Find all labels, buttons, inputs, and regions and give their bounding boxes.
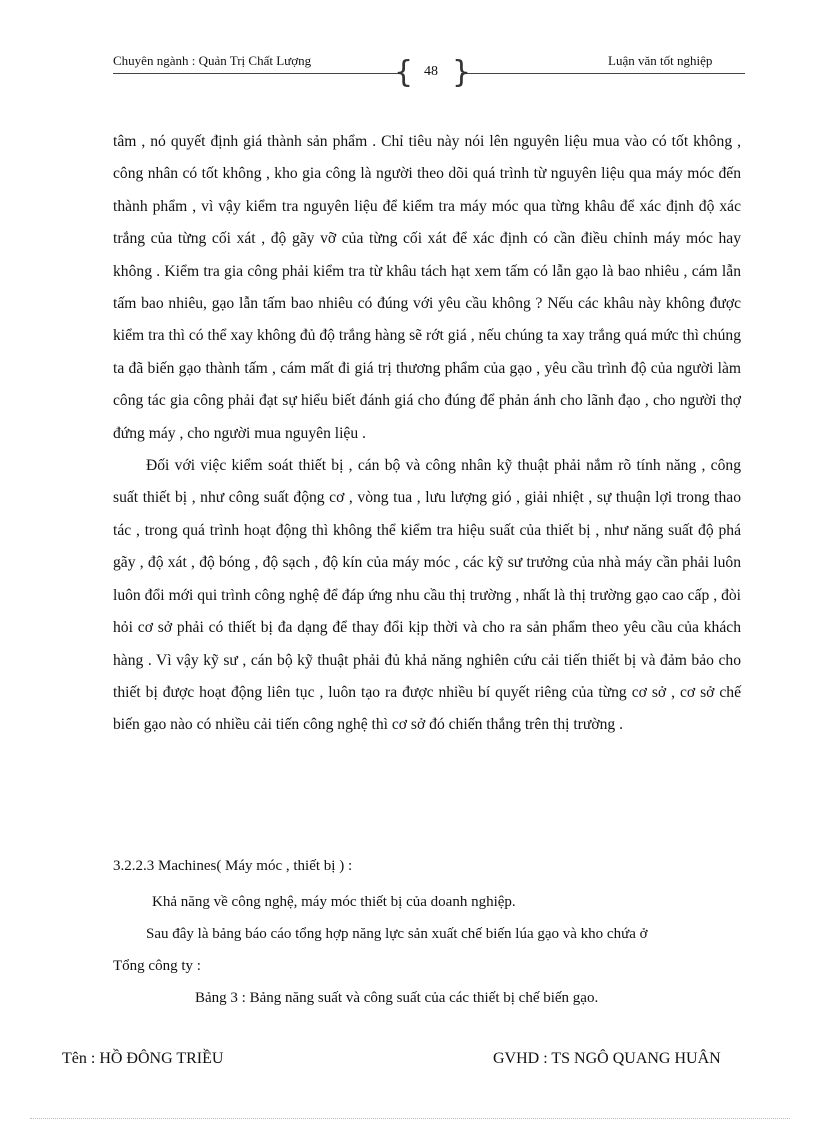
header-right: Luận văn tốt nghiệp (608, 53, 713, 68)
header-left: Chuyên ngành : Quản Trị Chất Lượng (113, 53, 312, 68)
body-text (113, 126, 741, 742)
section-line-1: Khả năng về công nghệ, máy móc thiết bị của doanh nghiệp. (152, 894, 516, 910)
section-line-2b: Tổng công ty : (113, 958, 201, 974)
table-caption: Bảng 3 : Bảng năng suất và công suất của các thiết bị chế biến gạo. (195, 990, 599, 1006)
section-line-2a: Sau đây là bảng báo cáo tổng hợp năng lực sản xuất chế biến lúa gạo và kho chứa ở (146, 926, 648, 942)
paragraph-2: Đối với việc kiểm soát thiết bị , cán bộ và công nhân kỹ thuật phải nắm rõ tính năng , công suất thiết bị , như công suất động cơ , vòng tua , lưu lượng gió , giải nhiệt , sự thuận lợi trong thao tác , trong quá trình hoạt động thì không thể kiểm tra hiệu suất của thiết bị , như năng suất độ phá gãy , độ xát , độ bóng , độ sạch , độ kín của máy móc , các kỹ sư trưởng của nhà máy cần phải luôn luôn đổi mới qui trình công nghệ để đáp ứng nhu cầu thị trường , nhất là thị trường gạo cao cấp , đòi hỏi cơ sở phải có thiết bị đa dạng để thay đổi kịp thời và cho ra sản phẩm theo yêu cầu của khách hàng . Vì vậy kỹ sư , cán bộ kỹ thuật phải đủ khả năng nghiên cứu cải tiến thiết bị và đảm bảo cho thiết bị được hoạt động liên tục , luôn tạo ra được nhiều bí quyết riêng của từng cơ sở , cơ sở chế biến gạo nào có nhiều cải tiến công nghệ thì cơ sở đó chiến thắng trên thị trường . (113, 457, 741, 734)
header-rule-left (113, 73, 398, 74)
footer-advisor: GVHD : TS NGÔ QUANG HUÂN (493, 1050, 721, 1067)
left-brace-icon: { (394, 55, 414, 90)
header-rule-right (461, 73, 745, 74)
paragraph-1: tâm , nó quyết định giá thành sản phẩm . Chỉ tiêu này nói lên nguyên liệu mua vào có tốt không , công nhân có tốt không , kho gia công là người theo dõi quá trình từ nguyên liệu qua máy móc đến thành phẩm , vì vậy kiểm tra nguyên liệu để kiểm tra máy móc qua từng khâu để xác định độ xác trắng của từng cối xát , độ gãy vỡ của từng cối xát để xác định có cần điều chỉnh máy móc hay không . Kiểm tra gia công phải kiểm tra từ khâu tách hạt xem tấm có lẫn gạo là bao nhiêu , cám lẫn tấm bao nhiêu, gạo lẫn tấm bao nhiêu có đúng với yêu cầu không ? Nếu các khâu này không được kiểm tra thì có thể xay không đủ độ trắng hàng sẽ rớt giá , nếu chúng ta xay trắng quá mức thì chúng ta đã biến gạo thành tấm , cám mất đi giá trị thương phẩm của gạo , yêu cầu trình độ của người làm công tác gia công phải đạt sự hiểu biết đánh giá cho đúng để phản ánh cho lãnh đạo , cho người thợ đứng máy , cho người mua nguyên liệu . (113, 133, 741, 442)
bottom-dotted-rule (30, 1118, 790, 1119)
section-heading: 3.2.2.3 Machines( Máy móc , thiết bị ) : (113, 858, 353, 874)
footer-author: Tên : HỒ ĐÔNG TRIỀU (62, 1050, 224, 1067)
page-number: 48 (424, 64, 438, 79)
right-brace-icon: } (452, 55, 472, 90)
